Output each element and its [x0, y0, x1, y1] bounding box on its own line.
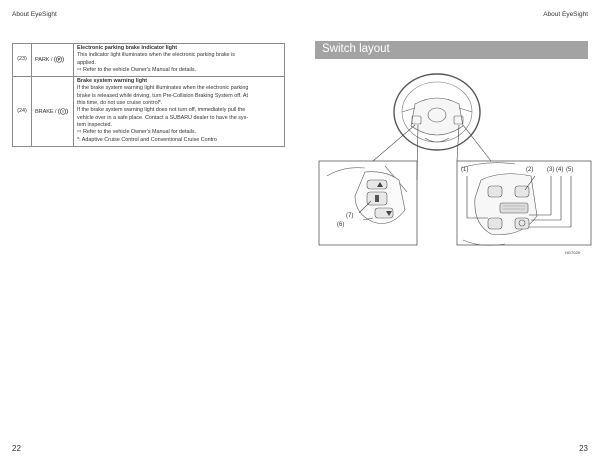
indicator-table: [12, 43, 285, 147]
steering-wheel-illustration: [394, 74, 480, 150]
section-title-bar: [315, 41, 588, 59]
callout-label: (2): [526, 167, 534, 173]
row-title: Electronic parking brake indicator light: [77, 45, 178, 51]
description-line: this time, do not use cruise control*.: [77, 100, 163, 107]
callout-label: (1): [461, 167, 469, 173]
description-cell: [74, 77, 285, 147]
svg-text:!: !: [62, 109, 64, 115]
description-line: This indicator light illuminates when the electronic parking brake is: [77, 52, 235, 59]
table-row: [13, 44, 285, 77]
symbol-cell: [32, 44, 74, 77]
callout-label: (7): [346, 213, 354, 219]
row-title: Brake system warning light: [77, 78, 148, 85]
description-line: ⇨ Refer to the vehicle Owner's Manual for details.: [77, 66, 197, 73]
callout-label: (4): [556, 167, 564, 173]
description-line: brake is released while driving, turn Pre-Collision Braking System off. At: [77, 92, 248, 99]
figure-code: HG7029: [565, 250, 580, 255]
description-line: ⇨ Refer to the vehicle Owner's Manual for details.: [77, 129, 197, 136]
symbol-cell: [32, 77, 74, 147]
description-line: If the brake system warning light does not turn off, immediately pull the: [77, 107, 246, 114]
description-line: tem inspected.: [77, 121, 113, 128]
description-line: applied.: [77, 59, 96, 66]
page-number-right: 23: [579, 444, 588, 453]
section-title: Switch layout: [322, 43, 390, 55]
page-number-left: 22: [12, 444, 21, 453]
running-header-right: About EyeSight: [543, 11, 588, 18]
description-line: vehicle over in a safe place. Contact a SUBARU dealer to have the sys-: [77, 114, 249, 121]
item-number: (23): [13, 44, 32, 77]
symbol-text: PARK /: [35, 57, 53, 64]
description-cell: [74, 44, 285, 77]
symbol-text: BRAKE /: [35, 108, 57, 115]
callout-label: (5): [566, 167, 574, 173]
running-header-left: About EyeSight: [12, 11, 57, 18]
callout-label: (3): [547, 167, 555, 173]
parking-brake-icon: [54, 55, 64, 64]
switch-layout-figure: [315, 68, 595, 258]
brake-warning-icon: [58, 107, 68, 116]
svg-text:P: P: [57, 57, 61, 63]
description-line: *: Adaptive Cruise Control and Conventional Cruise Contro: [77, 136, 217, 143]
table-row: [13, 77, 285, 147]
callout-label: (6): [337, 222, 345, 228]
description-line: If the brake system warning light illuminates when the electronic parking: [77, 85, 249, 92]
item-number: (24): [13, 77, 32, 147]
